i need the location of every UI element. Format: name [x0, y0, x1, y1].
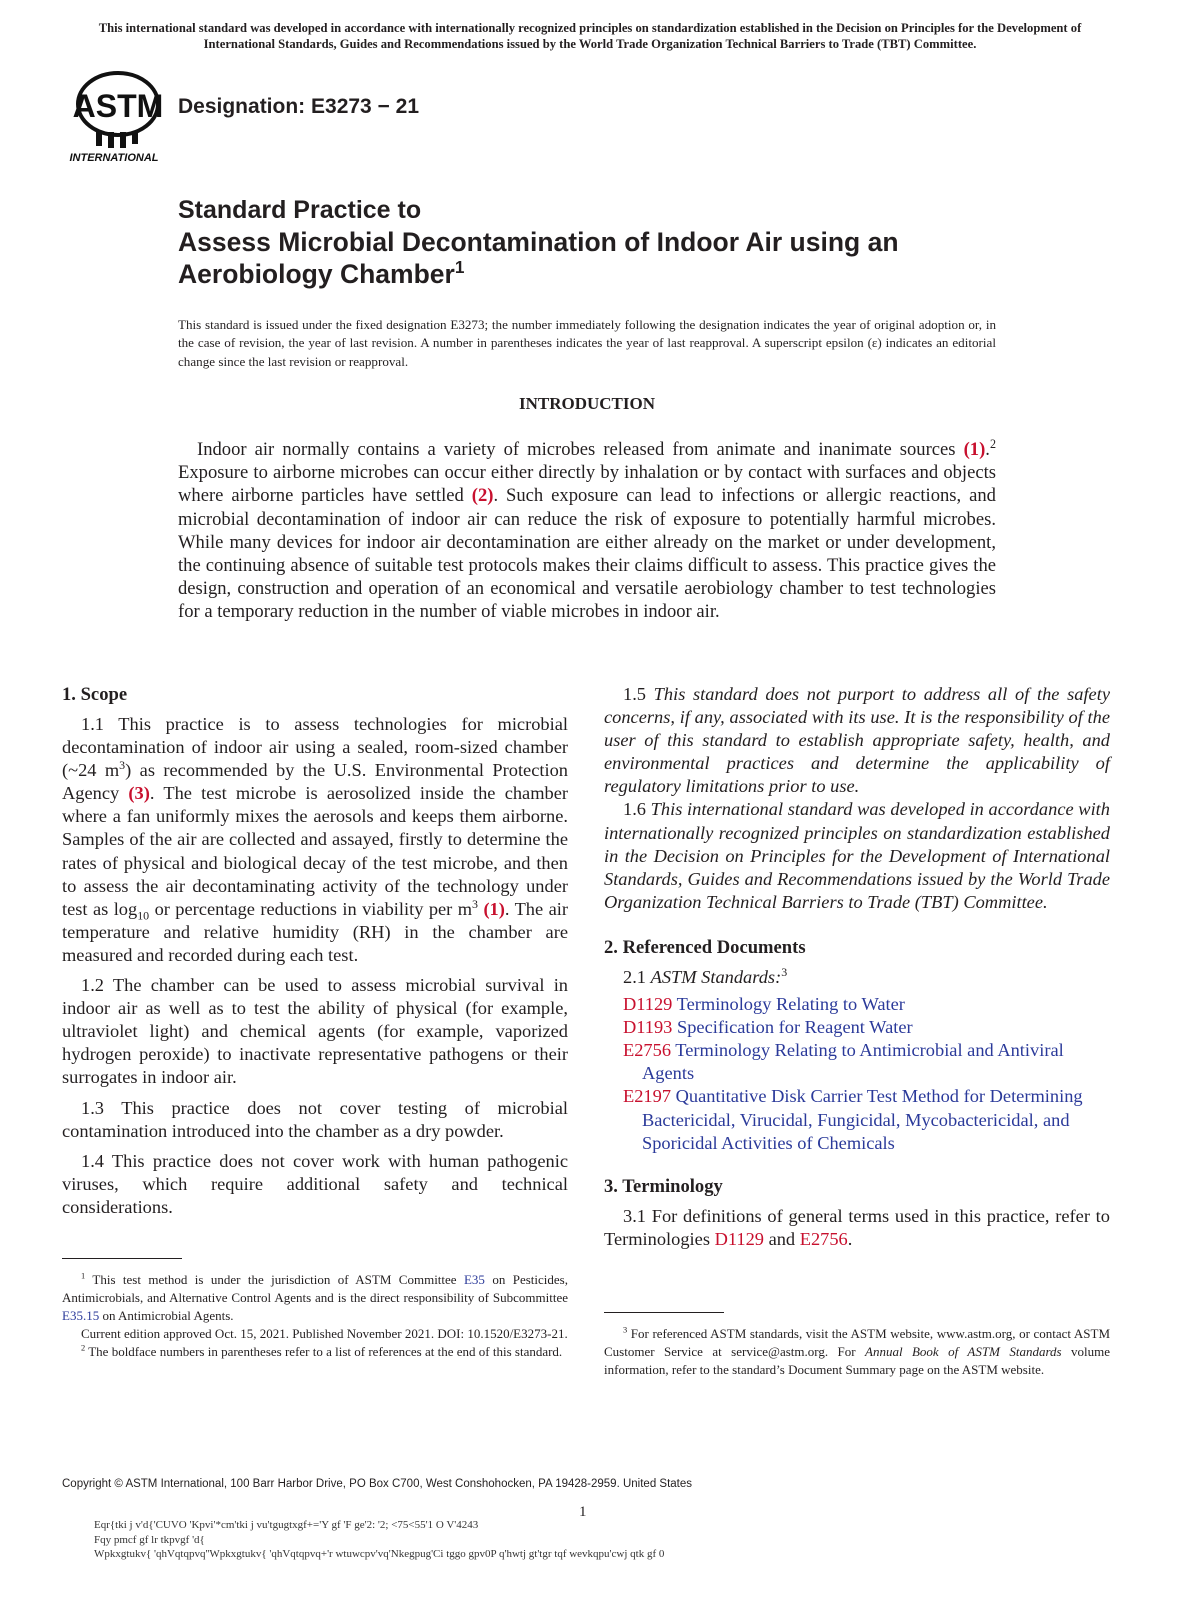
fn1-text-c: on Antimicrobial Agents.	[99, 1308, 234, 1323]
s11-sup-2: 3	[472, 896, 479, 911]
s11-text-c: . The test microbe is aerosolized inside the chamber where a fan uniformly mixes the aerosols and keeps them airborne. Samples of the air are collected and assayed, firstly to determine the rates of physical and biological decay of the test microbe, and then to assess the air decontaminating activity of the technology under test as log	[62, 783, 568, 919]
title-line-3-text: Aerobiology Chamber	[178, 259, 455, 289]
download-watermark	[94, 1518, 664, 1562]
subcommittee-link-e35-15[interactable]: E35.15	[62, 1308, 100, 1323]
astm-logo-mark	[62, 70, 166, 164]
designation: Designation: E3273 − 21	[178, 95, 420, 118]
fn3-text-b: volume information, refer to the standard’s Document Summary page on the ASTM website.	[604, 1344, 1111, 1377]
intro-text-4: . Such exposure can lead to infections or allergic reactions, and microbial decontamination of indoor air can reduce the risk of exposure to potentially harmful microbes. While many devices for indoor air decontamination are either already on the market or under development, the continuing absence of suitable test protocols makes their claims difficult to assess. This practice gives the design, construction and operation of an economical and versatile aerobiology chamber to test technologies for a temporary reduction in the number of viable microbes in indoor air.	[178, 485, 996, 623]
doc-code[interactable]: E2197	[623, 1086, 672, 1107]
terminology-heading: 3. Terminology	[604, 1175, 723, 1197]
intro-text-3: Exposure to airborne microbes can occur either directly by inhalation or by contact with surfaces and objects where airborne particles have settled	[178, 462, 996, 507]
title-line-1: Standard Practice to	[178, 196, 422, 224]
referenced-document-item[interactable]	[604, 1085, 1110, 1154]
scope-heading: 1. Scope	[62, 684, 128, 705]
introduction-heading: INTRODUCTION	[518, 394, 656, 413]
s11-text-e: . The air temperature and relative humidity (RH) in the chamber are measured and recorded during each test.	[62, 898, 568, 965]
s11-text-b: ) as recommended by the U.S. Environmental Protection Agency	[62, 760, 568, 804]
s11-sup: 3	[119, 758, 126, 773]
reference-link-3[interactable]: (3)	[128, 783, 150, 804]
right-column	[604, 683, 1110, 1258]
section-1-2: 1.2 The chamber can be used to assess microbial survival in indoor air as well as to test the ability of physical (for example, ultraviolet light) and chemical agents (for example, vaporized hydrogen peroxide) to inactivate representative pathogens or their surrogates in indoor air.	[62, 975, 568, 1088]
title-line-2: Assess Microbial Decontamination of Indoor Air using an	[178, 227, 899, 257]
section-1-6	[604, 798, 1110, 913]
terminology-link-e2756[interactable]: E2756	[799, 1228, 848, 1249]
section-1-4: 1.4 This practice does not cover work with human pathogenic viruses, which require additional safety and technical considerations.	[62, 1150, 568, 1217]
s15-text: This standard does not purport to address all of the safety concerns, if any, associated with its use. It is the responsibility of the user of this standard to establish appropriate safety, health, and environmental practices and determine the applicability of regulatory limitations prior to use.	[604, 684, 1110, 797]
s16-text: This international standard was developed in accordance with internationally recognized principles on standardization established in the Decision on Principles for the Development of International Standards, Guides and Recommendations issued by the World Trade Organization Technical Barriers to Trade (TBT) Committee.	[604, 799, 1110, 912]
footnote-1	[62, 1271, 568, 1325]
referenced-documents-list	[604, 993, 1110, 1155]
fn1-text-b: on Pesticides, Antimicrobials, and Alternative Control Agents and is the direct responsibility of Subcommittee	[62, 1272, 568, 1305]
fn3-mark: 3	[623, 1324, 628, 1335]
logo-subtext: INTERNATIONAL	[69, 152, 159, 164]
top-notice: This international standard was developed in accordance with internationally recognized principles on standardization established in the Decision on Principles for the Development of International Standards, Guides and Recommendations issued by the World Trade Organization Technical Barriers to Trade (TBT) Committee.	[98, 21, 1082, 51]
fn2-text: The boldface numbers in parentheses refer to a list of references at the end of this standard.	[85, 1344, 563, 1359]
s15-number: 1.5	[623, 684, 654, 704]
intro-text-1: Indoor air normally contains a variety of microbes released from animate and inanimate sources	[197, 439, 964, 460]
reference-link-2[interactable]: (2)	[471, 485, 494, 507]
doc-code[interactable]: E2756	[623, 1040, 672, 1061]
copyright-notice: Copyright © ASTM International, 100 Barr Harbor Drive, PO Box C700, West Conshohocken, PA 19428-2959. United States	[62, 1478, 693, 1490]
s11-sub: 10	[137, 908, 150, 923]
footnote-divider-left	[62, 1258, 182, 1259]
title-line-3	[178, 258, 1058, 290]
s11-text-d: or percentage reductions in viability per m	[149, 898, 473, 919]
left-column	[62, 683, 568, 1226]
fn3-italic: Annual Book of ASTM Standards	[865, 1344, 1062, 1359]
section-1-3: 1.3 This practice does not cover testing of microbial contamination introduced into the chamber as a dry powder.	[62, 1097, 568, 1141]
doc-code[interactable]: D1129	[623, 994, 673, 1015]
title-footnote-mark: 1	[454, 257, 465, 278]
s21-footnote-mark: 3	[781, 964, 788, 979]
s31-text-b: and	[763, 1228, 800, 1249]
fn3-text-a: For referenced ASTM standards, visit the ASTM website, www.astm.org, or contact ASTM Customer Service at service@astm.org. For	[604, 1326, 1110, 1359]
committee-link-e35[interactable]: E35	[463, 1272, 485, 1287]
watermark-line-3: Wpkxgtukv{ 'qhVqtqpvq''Wpkxgtukv{ 'qhVqtqpvq+'r wtuwcpv'vq'Nkegpug'Ci tggo gpv0P q'hwtj gt'tgr tqf wevkqpu'cwj qtk gf 0	[94, 1548, 665, 1560]
footnotes-left	[62, 1271, 568, 1361]
watermark-line-2: Fqy pmcf gf lr tkpvgf 'd{	[94, 1533, 205, 1546]
logo-text: ASTM	[72, 88, 164, 124]
section-3-1	[604, 1205, 1110, 1251]
intro-text-2: .	[985, 439, 990, 460]
introduction-paragraph	[178, 438, 996, 624]
referenced-documents-heading: 2. Referenced Documents	[604, 936, 806, 958]
section-2-1	[604, 966, 1110, 989]
footnote-divider-right	[604, 1312, 724, 1313]
section-1-1	[62, 713, 568, 967]
fn1-mark: 1	[81, 1270, 86, 1281]
s16-number: 1.6	[623, 799, 651, 820]
terminology-link-d1129[interactable]: D1129	[714, 1228, 764, 1249]
s31-text-a: 3.1 For definitions of general terms used in this practice, refer to Terminologies	[604, 1205, 1110, 1249]
doc-title[interactable]: Terminology Relating to Water	[676, 994, 905, 1015]
footnote-mark-2: 2	[989, 436, 996, 451]
doc-title[interactable]: Specification for Reagent Water	[677, 1017, 913, 1038]
footnotes-right	[604, 1325, 1110, 1379]
reference-link-1[interactable]: (1)	[963, 439, 986, 460]
fn2-mark: 2	[81, 1342, 86, 1353]
footnote-2	[62, 1343, 568, 1361]
astm-logo	[62, 70, 166, 164]
standard-title	[178, 195, 1058, 290]
referenced-document-item[interactable]	[604, 1039, 1110, 1085]
s31-text-c: .	[847, 1228, 853, 1249]
edition-note: Current edition approved Oct. 15, 2021. Published November 2021. DOI: 10.1520/E3273-21.	[81, 1326, 568, 1341]
s21-number: 2.1	[623, 966, 651, 987]
footnote-3	[604, 1325, 1110, 1379]
fn1-text-a: This test method is under the jurisdiction of ASTM Committee	[85, 1272, 464, 1287]
referenced-document-item[interactable]	[604, 993, 1110, 1016]
issue-note: This standard is issued under the fixed designation E3273; the number immediately following the designation indicates the year of original adoption or, in the case of revision, the year of last revision. A number in parentheses indicates the year of last reapproval. A superscript epsilon (ε) indicates an editorial change since the last revision or reapproval.	[178, 317, 996, 369]
referenced-document-item[interactable]	[604, 1016, 1110, 1039]
s21-label: ASTM Standards:	[650, 966, 782, 987]
section-1-5	[604, 683, 1110, 798]
page-number: 1	[579, 1504, 587, 1520]
doc-title[interactable]: Terminology Relating to Antimicrobial and Antiviral Agents	[642, 1040, 1064, 1084]
reference-link-1b[interactable]: (1)	[483, 898, 505, 919]
watermark-line-1: Eqr{tki j v'd{'CUVO 'Kpvi'*cm'tki j vu'tgugtxgf+='Y gf 'F ge'2: '2; <75<55'1 O V'4243	[94, 1519, 479, 1531]
doc-code[interactable]: D1193	[623, 1017, 673, 1038]
doc-title[interactable]: Quantitative Disk Carrier Test Method for Determining Bactericidal, Virucidal, Fungicidal, Mycobactericidal, and Sporicidal Activities of Chemicals	[642, 1086, 1083, 1153]
s11-text-a: 1.1 This practice is to assess technologies for microbial decontamination of indoor air using a sealed, room-sized chamber (~24 m	[62, 714, 568, 781]
